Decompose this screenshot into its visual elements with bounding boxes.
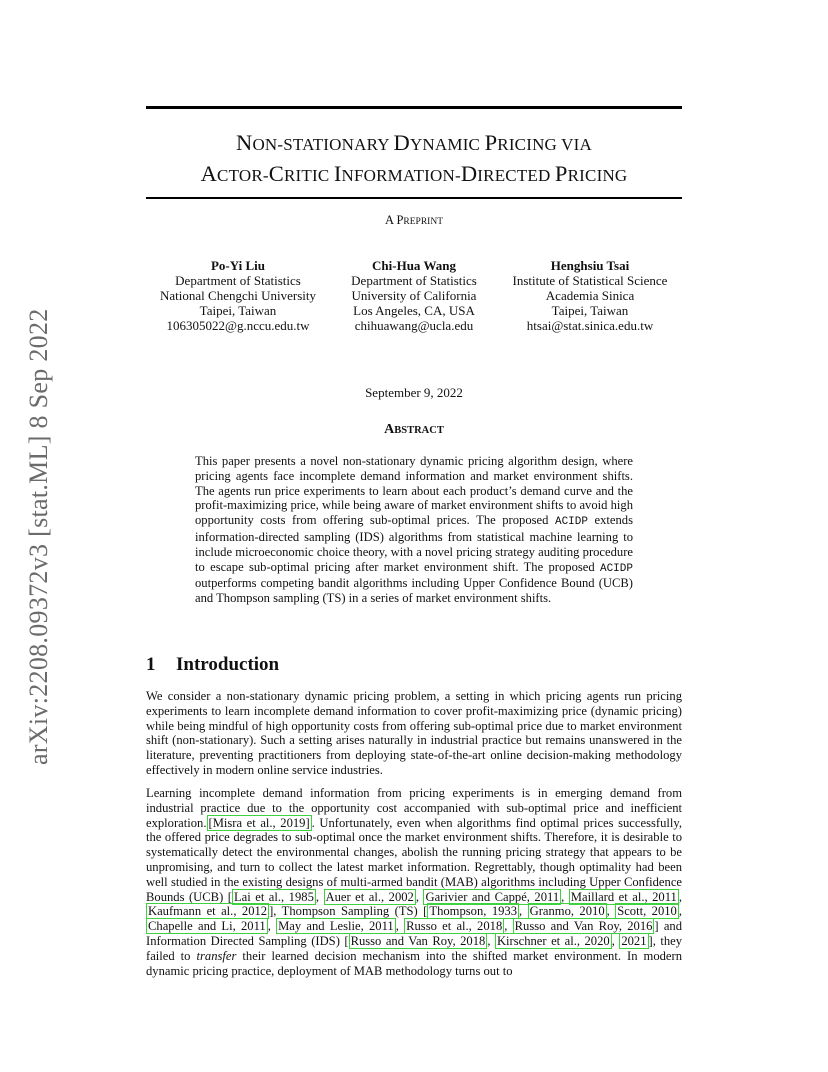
title-rule-bottom [146, 197, 682, 199]
author-block-3 [500, 258, 680, 333]
author-location: Los Angeles, CA, USA [353, 303, 475, 318]
acidp-term: ACIDP [599, 562, 633, 575]
author-name: Henghsiu Tsai [550, 258, 630, 273]
paper-date: September 9, 2022 [365, 385, 463, 400]
title-line-1: NON-STATIONARY DYNAMIC PRICING VIA [235, 130, 592, 155]
author-location: Taipei, Taiwan [551, 303, 629, 318]
title-line-2: ACTOR-CRITIC INFORMATION-DIRECTED PRICING [200, 161, 628, 186]
preprint-label: A PREPRINT [384, 213, 443, 227]
author-org: University of California [351, 288, 477, 303]
author-dept: Department of Statistics [351, 273, 477, 288]
citation-link[interactable]: Scott, 2010 [617, 904, 677, 919]
intro-paragraph-2: Learning incomplete demand information from pricing experiments is in emerging demand from industrial practice due to the opportunity cost accompanied with sub-optimal price and inefficient exploration. [Misra et al., 2019] . Unfortunately, even when algorithms find optimal prices successfully, the offered price degrades to sub-optimal once the market environment shifts. Therefore, it is desirable to systematically detect the environmental changes, abolish the running pricing strategy that appears to be unpromising, and turn to collect the latest market information. Regrettably, though optimality had been well studied in the existing designs of multi-armed bandit (MAB) algorithms including Upper Confidence Bounds (UCB) [ Lai et al., 1985 , Auer et al., 2002 , Garivier and Cappé, 2011 , Maillard et al., 2011 , Kaufmann et al., 2012 ], Thompson Sampling (TS) [ Thompson, 1933 , Granmo, 2010 , Scott, 2010 , Chapelle and Li, 2011 , May and Leslie, 2011 , Russo et al., 2018 , Russo and Van Roy, 2016 ] and Information Directed Sampling (IDS) [ Russo and Van Roy, 2018 , Kirschner et al., 2020 , 2021 ], they failed to transfer their learned decision mechanism into the shifted market environment. In modern dynamic pricing practice, deployment of MAB methodology turns out to [146, 786, 683, 978]
citation-link[interactable]: Kaufmann et al., 2012 [148, 904, 268, 919]
author-email[interactable]: 106305022@g.nccu.edu.tw [166, 318, 310, 333]
citation-link[interactable]: Lai et al., 1985 [233, 889, 314, 904]
section-title: Introduction [176, 654, 280, 675]
citation-link[interactable]: Kirschner et al., 2020 [496, 933, 610, 948]
citation-link[interactable]: Auer et al., 2002 [325, 889, 414, 904]
author-dept: Department of Statistics [175, 273, 301, 288]
author-email[interactable]: chihuawang@ucla.edu [354, 318, 474, 333]
abstract-heading: ABSTRACT [384, 422, 444, 437]
citation-link[interactable]: Chapelle and Li, 2011 [148, 919, 266, 934]
citation-link[interactable]: Russo et al., 2018 [406, 919, 503, 934]
abstract-text: This paper presents a novel non-stationary dynamic pricing algorithm design, where pricing agents face incomplete demand information and market environment shifts. The agents run price experiments to learn about each product’s demand curve and the profit-maximizing price, while being aware of market environment shifts to avoid high opportunity costs from offering sub-optimal prices. The proposed ACIDP extends information-directed sampling (IDS) algorithms from statistical machine learning to include microeconomic choice theory, with a novel pricing strategy auditing procedure to escape sub-optimal pricing after market environment shift. The proposed ACIDP outperforms competing bandit algorithms including Upper Confidence Bound (UCB) and Thompson sampling (TS) in a series of market environment shifts. [195, 454, 633, 606]
author-dept: Institute of Statistical Science [512, 273, 668, 288]
citation-link[interactable]: Russo and Van Roy, 2018 [350, 933, 486, 948]
acidp-term: ACIDP [554, 516, 588, 529]
citation-link[interactable]: Thompson, 1933 [429, 904, 518, 919]
citation-link[interactable]: 2021 [621, 933, 647, 948]
section-number: 1 [146, 654, 156, 675]
author-org: Academia Sinica [545, 288, 635, 303]
author-name: Po-Yi Liu [210, 258, 266, 273]
citation-link[interactable]: Granmo, 2010 [529, 904, 605, 919]
author-block-1 [148, 258, 328, 333]
author-email[interactable]: htsai@stat.sinica.edu.tw [526, 318, 654, 333]
citation-link[interactable]: May and Leslie, 2011 [278, 919, 394, 934]
author-block-2 [334, 258, 494, 333]
arxiv-stamp-text: arXiv:2208.09372v3 [stat.ML] 8 Sep 2022 [24, 308, 53, 765]
author-location: Taipei, Taiwan [199, 303, 277, 318]
citation-link[interactable]: Garivier and Cappé, 2011 [425, 889, 560, 904]
intro-paragraph-1: We consider a non-stationary dynamic pricing problem, a setting in which pricing agents run pricing experiments to learn incomplete demand information to cover profit-maximizing price (dynamic pricing) while being mindful of high opportunity costs from offering sub-optimal price due to market environment shift (non-stationary). Such a setting arises naturally in industrial practice but remains unanswered in the literature, preventing practitioners from deploying state-of-the-art online decision-making methodology effectively in modern online service industries. [146, 689, 682, 777]
citation-link[interactable]: Maillard et al., 2011 [570, 889, 677, 904]
citation-link[interactable]: [Misra et al., 2019] [208, 815, 310, 830]
arxiv-stamp [24, 295, 53, 765]
author-name: Chi-Hua Wang [372, 258, 456, 273]
paper-title [146, 128, 682, 190]
emphasis-transfer: transfer [196, 948, 237, 963]
citation-link[interactable]: Russo and Van Roy, 2016 [514, 919, 653, 934]
section-heading-introduction [146, 654, 279, 676]
author-org: National Chengchi University [160, 288, 316, 303]
title-rule-top [146, 106, 682, 109]
